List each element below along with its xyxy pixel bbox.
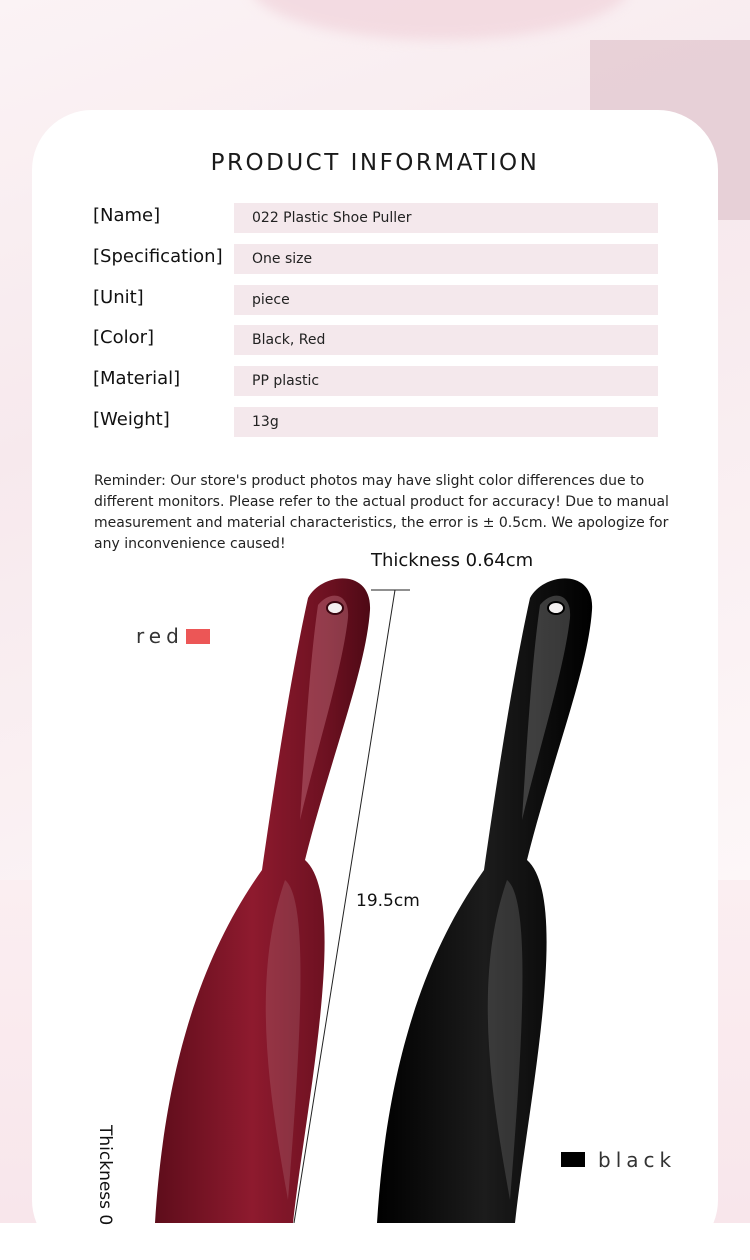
info-label: [Material] [93, 368, 181, 389]
color-label-black: black [598, 1148, 677, 1172]
red-color-swatch [186, 629, 210, 644]
thickness-vertical-label: Thickness 0 [95, 1125, 115, 1226]
info-value: PP plastic [234, 366, 658, 396]
page-title: PRODUCT INFORMATION [210, 150, 540, 176]
info-label: [Specification] [93, 246, 223, 267]
length-label: 19.5cm [356, 891, 420, 911]
info-value: piece [234, 285, 658, 315]
info-label: [Name] [93, 205, 161, 226]
reminder-text: Reminder: Our store's product photos may have slight color differences due to different monitors. Please refer to the actual product for accuracy! Due to manual measurement and material characteristics, the error is ± 0.5cm. We apologize for any inconvenience caused! [94, 473, 669, 552]
black-color-swatch [561, 1152, 585, 1167]
info-value: Black, Red [234, 325, 658, 355]
color-label-red: red [136, 624, 184, 648]
red-shoe-horn [155, 578, 370, 1223]
info-label: [Weight] [93, 409, 170, 430]
thickness-label: Thickness 0.64cm [371, 550, 534, 571]
info-value: 13g [234, 407, 658, 437]
info-label: [Unit] [93, 287, 144, 308]
info-value: One size [234, 244, 658, 274]
info-value: 022 Plastic Shoe Puller [234, 203, 658, 233]
info-label: [Color] [93, 327, 155, 348]
